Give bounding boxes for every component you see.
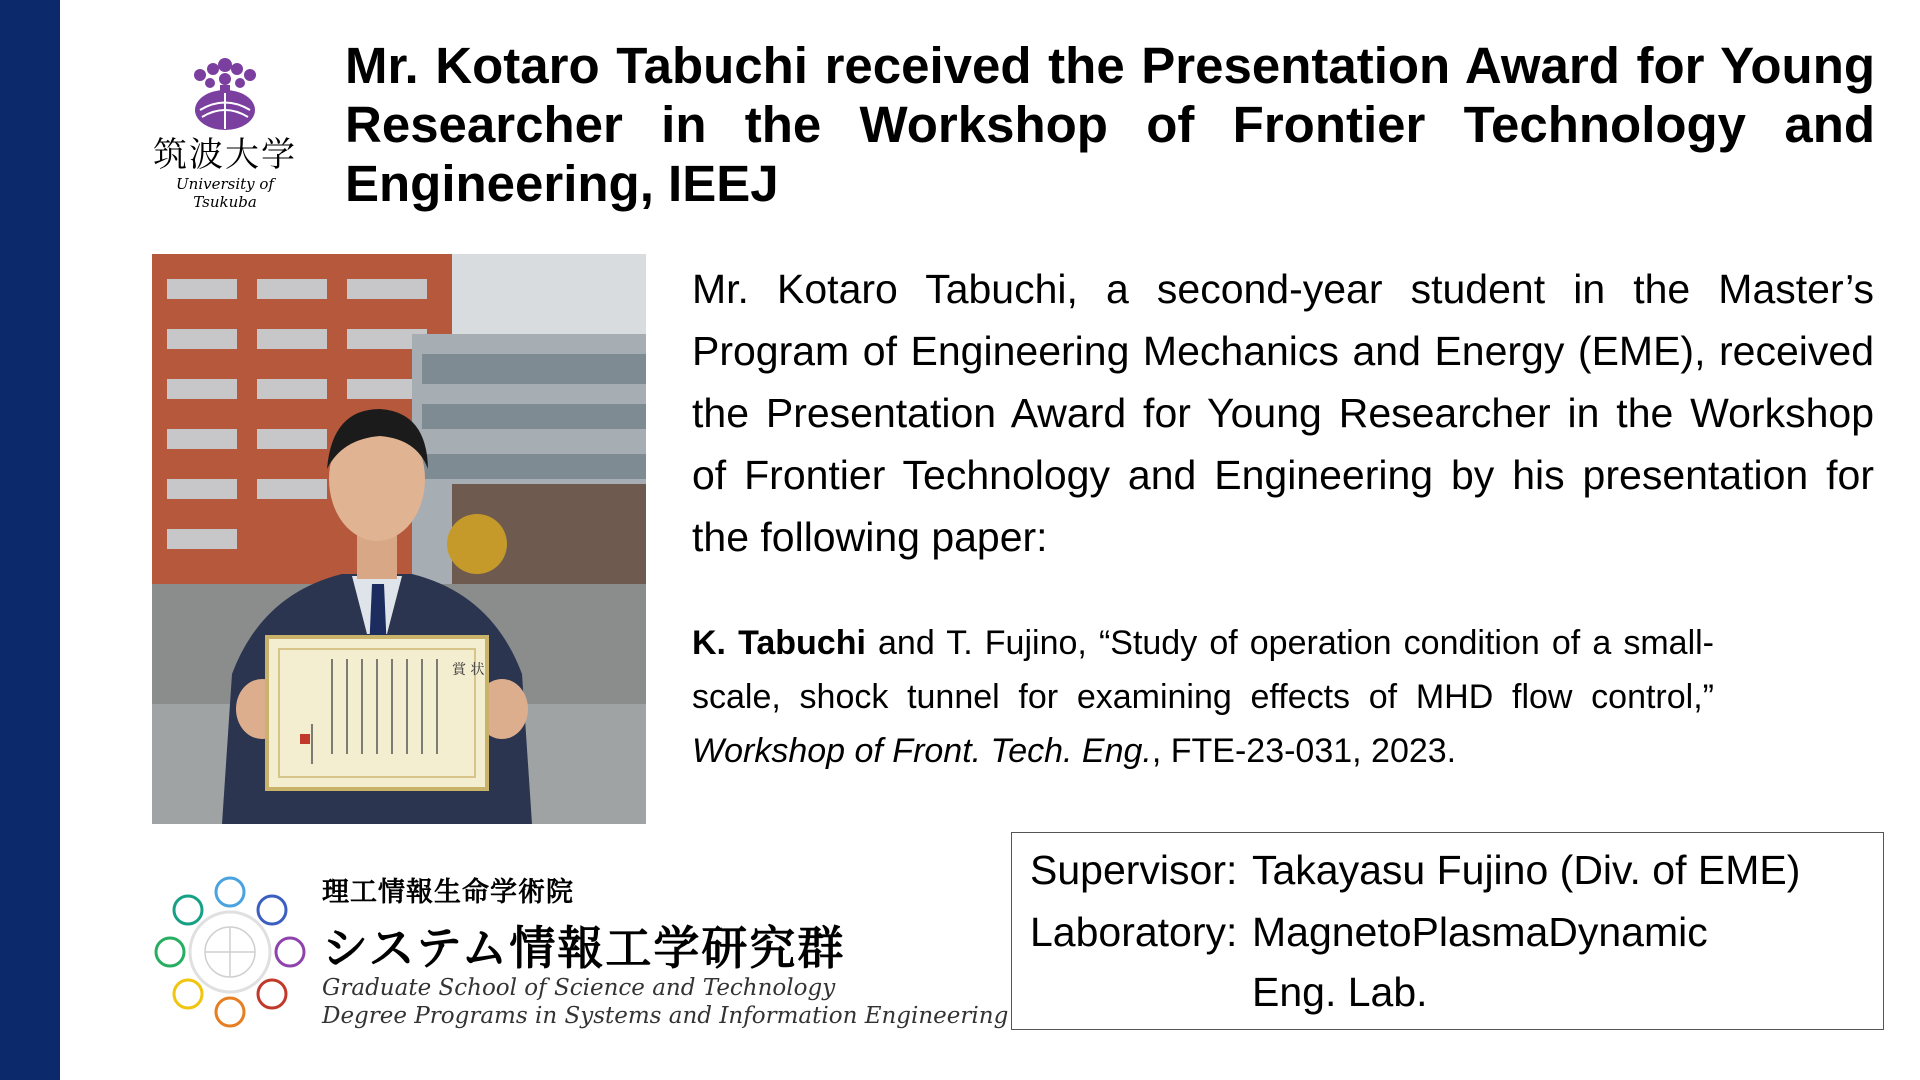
supervisor-value: Takayasu Fujino (Div. of EME) [1252, 847, 1801, 893]
laboratory-label: Laboratory: [1030, 909, 1238, 955]
flower-emblem-icon [150, 872, 310, 1032]
supervisor-label: Supervisor: [1030, 847, 1238, 893]
paper-citation [692, 616, 1714, 778]
citation-author: K. Tabuchi [692, 624, 866, 662]
citation-venue: Workshop of Front. Tech. Eng. [692, 732, 1152, 770]
certificate-heading: 賞 状 [452, 662, 485, 678]
grad-school-en-line1: Graduate School of Science and Technology [322, 975, 836, 1001]
recipient-photo [152, 254, 646, 824]
degree-program-name-jp: システム情報工学研究群 [322, 922, 846, 974]
announcement-body: Mr. Kotaro Tabuchi, a second-year student in the Master’s Program of Engineering Mechanics and Energy (EME), received the Presentation Award for Young Researcher in the Workshop of Frontier Technology and Engineering by his presentation for the following paper: [692, 266, 1874, 560]
citation-tail: , FTE-23-031, 2023. [1151, 732, 1457, 770]
supervisor-info-box [1011, 832, 1884, 1030]
grad-school-en-line2: Degree Programs in Systems and Information Engineering [322, 1003, 1009, 1029]
grad-school-name-jp: 理工情報生命学術院 [322, 877, 574, 907]
laboratory-value-line2: Eng. Lab. [1252, 969, 1428, 1015]
university-logo [150, 55, 300, 211]
university-name-en: University of Tsukuba [176, 175, 274, 211]
graduate-school-logo [150, 862, 1009, 1042]
left-sidebar-bar [0, 0, 60, 1080]
laboratory-value-line1: MagnetoPlasmaDynamic [1252, 909, 1708, 955]
grad-school-name-en [322, 974, 1008, 1030]
paulownia-crest-icon [180, 55, 270, 133]
page-title: Mr. Kotaro Tabuchi received the Presentation Award for Young Researcher in the Workshop of Frontier Technology and Engineering, IEEJ [345, 37, 1875, 212]
citation-text: and T. Fujino, “Study of operation condition of a small-scale, shock tunnel for examining effects of MHD flow control,” [692, 624, 1714, 716]
university-name-jp: 筑波大学 [153, 135, 297, 175]
